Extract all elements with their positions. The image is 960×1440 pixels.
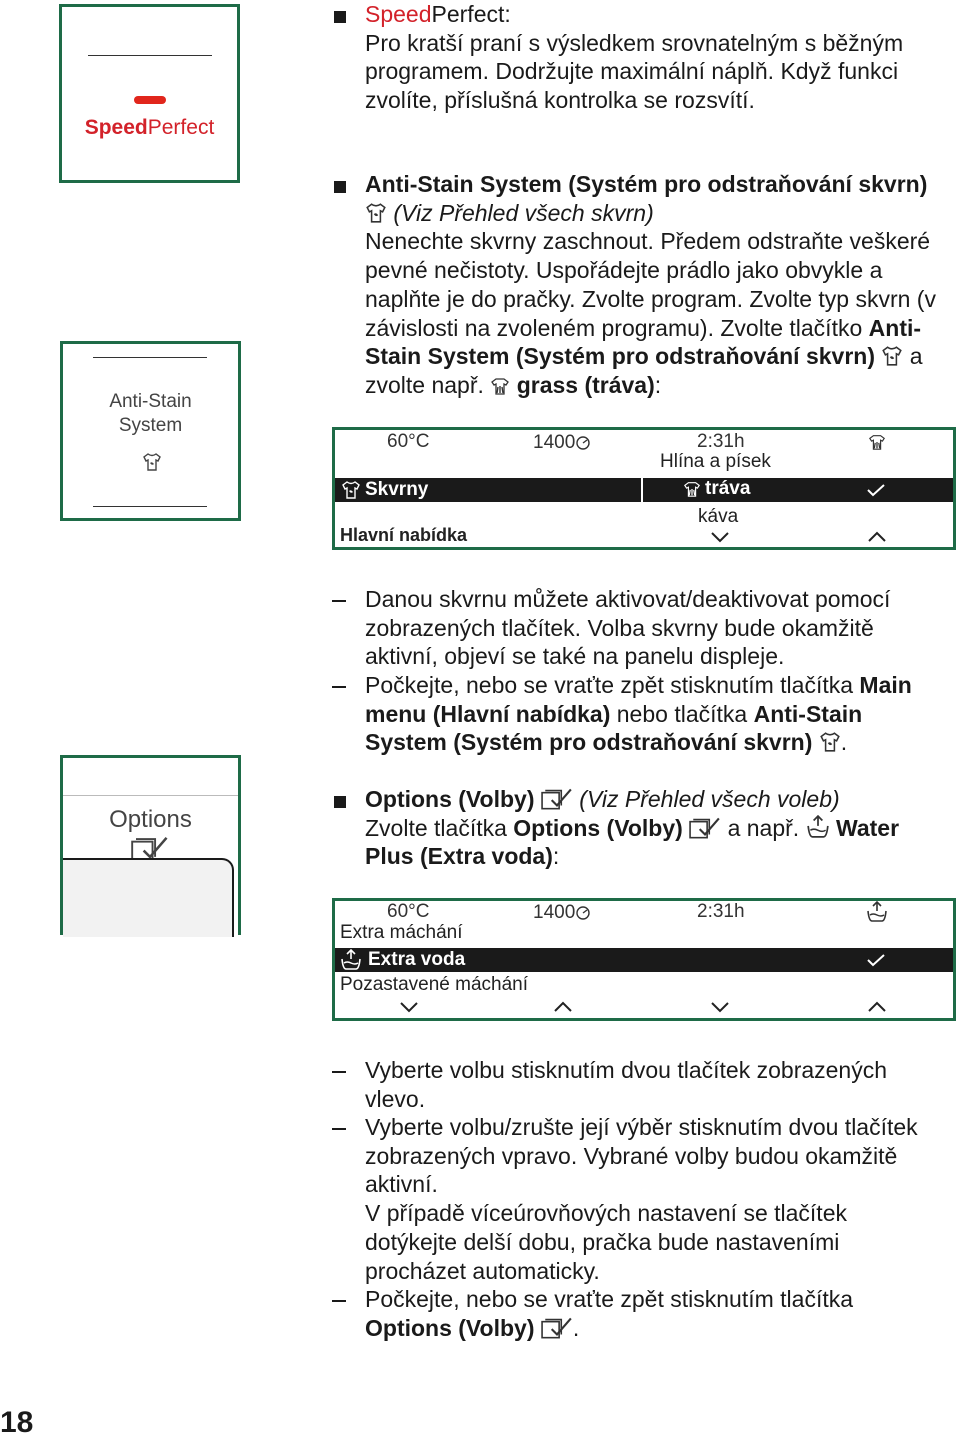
speedperfect-section <box>365 0 945 115</box>
list-item: Danou skvrnu můžete aktivovat/deaktivovat pomocí zobrazených tlačítek. Volba skvrny bude okamžitě aktivní, objeví se také na panelu displeje. <box>365 586 891 670</box>
list-bold: Anti-Stain System (Systém pro odstraňování skvrn) <box>365 700 863 756</box>
page-number: 18 <box>0 1406 34 1439</box>
options-icon <box>689 815 721 839</box>
speedperfect-title-red: Speed <box>365 1 432 27</box>
antistain-body-d: zvolte např. <box>365 371 491 398</box>
shirt-stain-icon <box>142 452 162 472</box>
chevron-up-icon[interactable] <box>867 531 887 543</box>
water-plus-icon <box>806 815 830 839</box>
display-bar-left: Skvrny <box>365 479 429 500</box>
chevron-down-icon[interactable] <box>399 1001 419 1013</box>
indicator-light-icon <box>134 96 166 104</box>
shirt-stain-icon <box>881 345 903 367</box>
display-antistain <box>332 427 956 550</box>
display-spin <box>533 902 591 924</box>
list-text: Počkejte, nebo se vraťte zpět stisknutím tlačítka <box>365 672 860 698</box>
options-title: Options (Volby) <box>365 786 535 812</box>
list-dash <box>332 1071 346 1073</box>
speedperfect-panel <box>59 4 240 183</box>
speedperfect-button[interactable] <box>62 116 237 140</box>
display-row-below: Pozastavené máchání <box>340 974 529 995</box>
display-spin-value: 1400 <box>533 432 576 453</box>
chevron-down-icon[interactable] <box>710 1001 730 1013</box>
antistain-section <box>365 170 960 400</box>
list-text: Vyberte volbu/zrušte její výběr stisknutím dvou tlačítek zobrazených vpravo. Vybrané volby budou okamžitě aktivní. <box>365 1114 918 1198</box>
display-row-above: Hlína a písek <box>660 451 771 472</box>
panel-divider <box>93 506 207 507</box>
options-line2-d: Water <box>835 814 900 841</box>
display-bar-center: tráva <box>705 478 751 499</box>
list-text: . <box>840 729 848 756</box>
display-temp: 60°C <box>387 431 430 452</box>
options-panel <box>60 755 241 935</box>
display-selected-row[interactable] <box>335 948 953 972</box>
options-line3: Plus (Extra voda) <box>365 843 553 870</box>
list-item <box>365 671 945 757</box>
panel-divider <box>88 55 212 56</box>
list-dash <box>332 686 346 688</box>
shirt-stain-icon <box>341 480 361 500</box>
check-icon <box>866 483 886 497</box>
shirt-stain-icon <box>365 202 387 224</box>
bullet-square-icon <box>334 181 346 193</box>
options-section <box>365 785 955 871</box>
options-icon <box>541 1315 573 1339</box>
list-text-extra: V případě víceúrovňových nastavení se tlačítek dotýkejte delší dobu, pračka bude nastaveními procházet automaticky. <box>365 1200 847 1284</box>
antistain-title: Anti-Stain System (Systém pro odstraňování skvrn) <box>365 171 928 197</box>
options-line2-a: Zvolte tlačítka <box>365 814 514 841</box>
water-plus-icon <box>340 949 362 971</box>
list-text: . <box>572 1314 580 1341</box>
options-ref: (Viz Přehled všech voleb) <box>579 786 840 812</box>
options-button[interactable] <box>63 806 238 834</box>
list-text: nebo tlačítka <box>610 700 754 727</box>
options-line2-b: Options (Volby) <box>513 814 683 841</box>
display-time: 2:31h <box>697 901 745 922</box>
display-row-above: Extra máchání <box>340 922 463 943</box>
list-dash <box>332 1128 346 1130</box>
chevron-down-icon[interactable] <box>710 531 730 543</box>
spin-icon <box>575 905 591 921</box>
speedperfect-body: Pro kratší praní s výsledkem srovnatelným s běžným programem. Dodržujte maximální náplň. Když funkci zvolíte, příslušná kontrolka se rozsvítí. <box>365 29 904 114</box>
antistain-body-a: Nenechte skvrny zaschnout. Předem odstraňte veškeré pevné nečistoty. Uspořádejte prádlo jako obvykle a naplňte je do pračky. Zvolte program. Zvolte typ skvrn (v závislosti na zvoleném programu). Zvolte tlačítko <box>365 228 936 341</box>
display-spin <box>533 432 591 454</box>
list-dash <box>332 600 346 602</box>
water-plus-icon <box>866 901 888 923</box>
bar-divider <box>641 478 643 502</box>
bullet-square-icon <box>334 11 346 23</box>
check-icon <box>866 953 886 967</box>
antistain-body-b: Anti-Stain System (Systém pro odstraňování skvrn) <box>365 314 922 370</box>
panel-label-speed: Speed <box>84 116 148 139</box>
antistain-ref: (Viz Přehled všech skvrn) <box>393 199 654 226</box>
panel-divider <box>93 357 207 358</box>
grass-stain-icon <box>490 376 510 396</box>
antistain-panel <box>60 341 241 521</box>
panel-label-perfect: Perfect <box>147 116 215 139</box>
grass-stain-icon <box>868 433 886 451</box>
list-bold: Options (Volby) <box>365 1314 535 1341</box>
list-text: Počkejte, nebo se vraťte zpět stisknutím tlačítka <box>365 1286 854 1312</box>
list-dash <box>332 1300 346 1302</box>
display-bar-left: Extra voda <box>368 949 466 970</box>
bullet-square-icon <box>334 796 346 808</box>
panel-lower-block <box>63 858 234 937</box>
display-temp: 60°C <box>387 901 430 922</box>
panel-antistain-line2: System <box>118 415 183 436</box>
speedperfect-title-rest: Perfect: <box>431 1 511 27</box>
panel-options-label: Options <box>109 806 192 833</box>
spin-icon <box>575 435 591 451</box>
options-line3-end: : <box>552 843 560 870</box>
panel-divider <box>63 795 238 796</box>
display-main-menu[interactable]: Hlavní nabídka <box>340 525 468 545</box>
display-time: 2:31h <box>697 431 745 452</box>
list-item <box>365 1113 945 1285</box>
antistain-body-c: a <box>903 343 923 370</box>
antistain-body-f: : <box>654 371 662 398</box>
display-selected-row[interactable] <box>335 478 953 502</box>
panel-antistain-line1: Anti-Stain <box>109 391 192 412</box>
list-item <box>365 1285 925 1342</box>
chevron-up-icon[interactable] <box>867 1001 887 1013</box>
list-item: Vyberte volbu stisknutím dvou tlačítek zobrazených vlevo. <box>365 1057 888 1112</box>
antistain-button[interactable] <box>63 390 238 438</box>
options-line2-c: a např. <box>721 814 806 841</box>
display-options <box>332 898 956 1021</box>
grass-stain-icon <box>683 480 701 498</box>
shirt-stain-icon <box>819 731 841 753</box>
chevron-up-icon[interactable] <box>553 1001 573 1013</box>
options-icon <box>541 786 573 810</box>
display-spin-value: 1400 <box>533 902 576 923</box>
display-row-below: káva <box>698 506 739 527</box>
antistain-body-e: grass (tráva) <box>516 371 655 398</box>
list-bold: Main menu (Hlavní nabídka) <box>365 672 912 727</box>
